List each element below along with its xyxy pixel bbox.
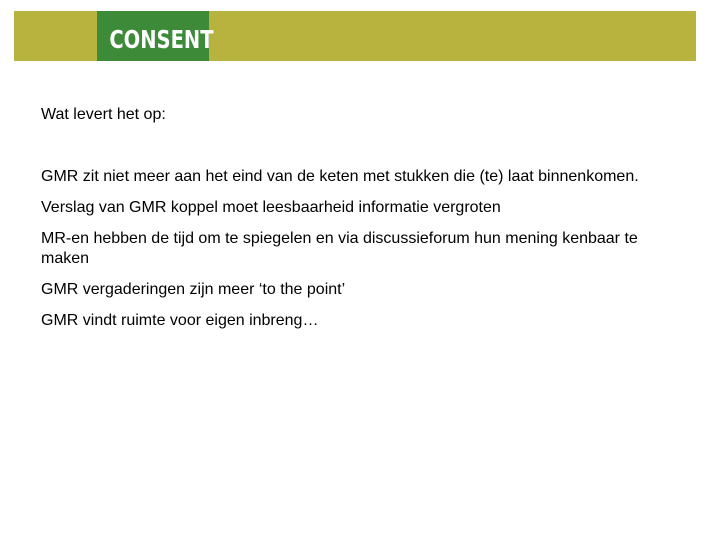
slide-content: [41, 105, 641, 329]
bullet-list: [41, 167, 641, 342]
bullet-item: GMR vergaderingen zijn meer ‘to the point’: [41, 281, 346, 298]
logo-text: CONSENT: [109, 25, 214, 54]
bullet-item: MR-en hebben de tijd om te spiegelen en via discussieforum hun mening kenbaar te maken: [41, 230, 638, 267]
bullet-item: GMR zit niet meer aan het eind van de keten met stukken die (te) laat binnenkomen.: [41, 168, 639, 185]
bullet-item: Verslag van GMR koppel moet leesbaarheid informatie vergroten: [41, 199, 501, 216]
bullet-item: GMR vindt ruimte voor eigen inbreng…: [41, 312, 319, 329]
slide-heading: Wat levert het op:: [41, 106, 166, 123]
consent-logo: [97, 11, 214, 61]
